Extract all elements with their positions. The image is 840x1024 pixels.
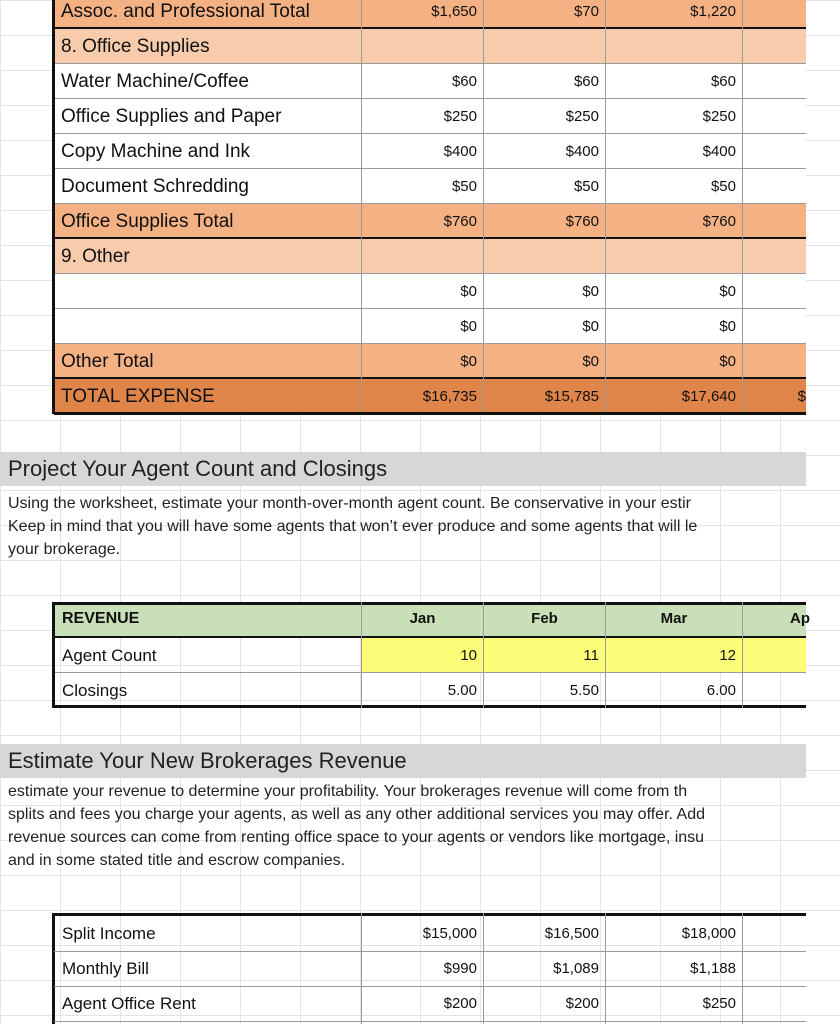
- revenue-header-jan[interactable]: Jan: [409, 610, 436, 627]
- expense-mar-value[interactable]: $760: [702, 213, 736, 230]
- agent-section-line-2: Keep in mind that you will have some agents that won’t ever produce and some agents that will le: [8, 518, 698, 535]
- expense-row-label[interactable]: Office Supplies and Paper: [61, 106, 282, 127]
- expense-jan-value[interactable]: $0: [460, 318, 477, 335]
- expense-row-label[interactable]: TOTAL EXPENSE: [61, 386, 215, 407]
- expense-jan-value[interactable]: $16,735: [422, 388, 477, 405]
- expense-row-label[interactable]: [55, 309, 361, 344]
- revenue-header-apr[interactable]: Ap: [790, 610, 810, 627]
- expense-feb-value[interactable]: $0: [582, 318, 599, 335]
- revenue-col-divider: [361, 602, 362, 708]
- agent-count-mar[interactable]: 12: [719, 647, 736, 664]
- expense-jan-value[interactable]: [362, 239, 483, 274]
- income-row-divider: [54, 1021, 806, 1022]
- split-income-mar[interactable]: $18,000: [681, 925, 736, 942]
- expense-jan-value[interactable]: $1,650: [431, 3, 477, 20]
- expense-mar-value[interactable]: $400: [702, 143, 736, 160]
- expense-table: [0, 0, 806, 418]
- revenue-col-divider: [605, 602, 606, 708]
- expense-mar-value[interactable]: $250: [702, 108, 736, 125]
- expense-col-divider: [361, 0, 362, 414]
- expense-feb-value[interactable]: $70: [573, 3, 599, 20]
- expense-jan-value[interactable]: $60: [451, 73, 477, 90]
- income-left-border: [52, 913, 55, 1024]
- expense-mar-value[interactable]: $0: [719, 353, 736, 370]
- expense-jan-value[interactable]: $0: [460, 353, 477, 370]
- monthly-bill-jan[interactable]: $990: [443, 960, 477, 977]
- estimate-section-line-4: and in some stated title and escrow companies.: [8, 852, 346, 869]
- expense-row-label[interactable]: 8. Office Supplies: [61, 36, 210, 57]
- estimate-section-line-3: revenue sources can come from renting office space to your agents or vendors like mortgage, insu: [8, 829, 705, 846]
- expense-feb-value[interactable]: $760: [565, 213, 599, 230]
- expense-feb-value[interactable]: $0: [582, 353, 599, 370]
- expense-col-divider: [605, 0, 606, 414]
- expense-col-divider: [483, 0, 484, 414]
- split-income-jan[interactable]: $15,000: [422, 925, 477, 942]
- agent-section-line-3: your brokerage.: [8, 541, 121, 558]
- estimate-section-line-2: splits and fees you charge your agents, as well as any other additional services you may offer. Add: [8, 806, 705, 823]
- split-income-feb[interactable]: $16,500: [544, 925, 599, 942]
- closings-feb[interactable]: 5.50: [569, 682, 599, 699]
- expense-left-border: [52, 0, 55, 414]
- expense-feb-value[interactable]: [484, 29, 605, 64]
- agent-count-feb[interactable]: 11: [583, 647, 599, 664]
- expense-apr-value[interactable]: $: [797, 388, 806, 405]
- expense-mar-value[interactable]: $0: [719, 283, 736, 300]
- expense-jan-value[interactable]: $250: [443, 108, 477, 125]
- agent-section-title: Project Your Agent Count and Closings: [0, 452, 806, 486]
- expense-row-label[interactable]: Assoc. and Professional Total: [61, 1, 310, 22]
- expense-feb-value[interactable]: [484, 239, 605, 274]
- expense-jan-value[interactable]: [362, 29, 483, 64]
- revenue-row-label[interactable]: Agent Count: [62, 646, 157, 665]
- revenue-bottom-border: [54, 705, 806, 708]
- expense-jan-value[interactable]: $760: [443, 213, 477, 230]
- revenue-col-divider: [742, 602, 743, 708]
- revenue-left-border: [52, 602, 55, 708]
- expense-row-label[interactable]: [55, 274, 361, 309]
- expense-feb-value[interactable]: $0: [582, 283, 599, 300]
- expense-mar-value[interactable]: $0: [719, 318, 736, 335]
- revenue-header-border: [54, 636, 806, 638]
- expense-col-divider: [742, 0, 743, 414]
- expense-mar-value[interactable]: $17,640: [681, 388, 736, 405]
- expense-jan-value[interactable]: $50: [451, 178, 477, 195]
- agent-count-jan[interactable]: 10: [460, 647, 477, 664]
- expense-row-label[interactable]: Office Supplies Total: [61, 211, 234, 232]
- expense-feb-value[interactable]: $15,785: [544, 388, 599, 405]
- expense-mar-value[interactable]: $60: [710, 73, 736, 90]
- expense-row-label[interactable]: 9. Other: [61, 246, 130, 267]
- office-rent-mar[interactable]: $250: [702, 995, 736, 1012]
- expense-feb-value[interactable]: $50: [573, 178, 599, 195]
- expense-jan-value[interactable]: $400: [443, 143, 477, 160]
- expense-mar-value[interactable]: $1,220: [690, 3, 736, 20]
- monthly-bill-feb[interactable]: $1,089: [553, 960, 599, 977]
- office-rent-feb[interactable]: $200: [565, 995, 599, 1012]
- income-table: [0, 913, 806, 1024]
- revenue-header-mar[interactable]: Mar: [660, 610, 688, 627]
- office-rent-jan[interactable]: $200: [443, 995, 477, 1012]
- expense-bottom-border: [54, 412, 806, 415]
- expense-feb-value[interactable]: $400: [565, 143, 599, 160]
- revenue-top-border: [54, 602, 806, 605]
- expense-row-label[interactable]: Other Total: [61, 351, 154, 372]
- expense-row-label[interactable]: Water Machine/Coffee: [61, 71, 249, 92]
- expense-row-label[interactable]: Copy Machine and Ink: [61, 141, 251, 162]
- revenue-header-label[interactable]: REVENUE: [62, 610, 140, 627]
- agent-section-line-1: Using the worksheet, estimate your month-over-month agent count. Be conservative in your estir: [8, 495, 691, 512]
- income-col-divider: [742, 913, 743, 1024]
- revenue-header-feb[interactable]: Feb: [531, 610, 558, 627]
- closings-jan[interactable]: 5.00: [447, 682, 477, 699]
- expense-feb-value[interactable]: $60: [573, 73, 599, 90]
- estimate-section-line-1: estimate your revenue to determine your profitability. Your brokerages revenue will come from th: [8, 783, 688, 800]
- expense-mar-value[interactable]: $50: [710, 178, 736, 195]
- expense-mar-value[interactable]: [606, 239, 742, 274]
- income-row-label[interactable]: Monthly Bill: [62, 959, 149, 978]
- expense-feb-value[interactable]: $250: [565, 108, 599, 125]
- income-row-label[interactable]: Split Income: [62, 924, 156, 943]
- monthly-bill-mar[interactable]: $1,188: [690, 960, 736, 977]
- revenue-row-divider: [54, 672, 806, 673]
- revenue-col-divider: [483, 602, 484, 708]
- expense-row-label[interactable]: Document Schredding: [61, 176, 249, 197]
- expense-jan-value[interactable]: $0: [460, 283, 477, 300]
- revenue-table: [0, 602, 810, 708]
- closings-mar[interactable]: 6.00: [706, 682, 736, 699]
- expense-mar-value[interactable]: [606, 29, 742, 64]
- income-row-label[interactable]: Agent Office Rent: [62, 994, 196, 1013]
- estimate-section-title: Estimate Your New Brokerages Revenue: [0, 744, 806, 778]
- revenue-row-label[interactable]: Closings: [62, 681, 128, 700]
